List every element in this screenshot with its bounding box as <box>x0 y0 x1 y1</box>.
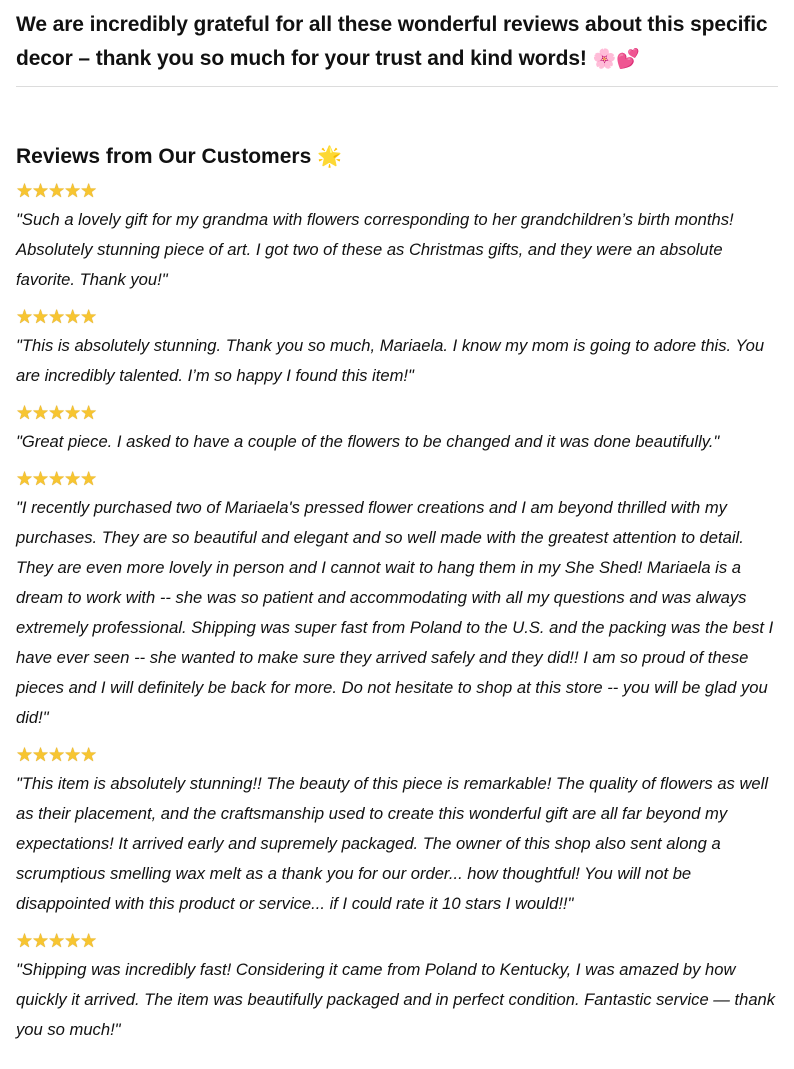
glowing-star-icon: 🌟 <box>317 144 343 168</box>
review-item <box>16 306 778 391</box>
divider <box>16 86 778 87</box>
five-star-rating-icon: ★★★★★ <box>16 402 97 424</box>
review-text: "Shipping was incredibly fast! Considering it came from Poland to Kentucky, I was amazed by how quickly it arrived. The item was beautifully packaged and in perfect condition. Fantastic service — thank you so much!" <box>16 960 776 1039</box>
intro-message <box>16 8 778 76</box>
review-item <box>16 744 778 919</box>
review-item <box>16 402 778 457</box>
review-text: "I recently purchased two of Mariaela's pressed flower creations and I am beyond thrilled with my purchases. They are so beautiful and elegant and so well made with the greatest attention to detail. They are even more lovely in person and I cannot wait to hang them in my She Shed! Mariaela is a dream to work with -- she was so patient and accommodating with all my questions and was always extremely professional. Shipping was super fast from Poland to the U.S. and the packing was the best I have ever seen -- she wanted to make sure they arrived safely and they did!! I am so proud of these pieces and I will definitely be back for more. Do not hesitate to shop at this store -- you will be glad you did!" <box>16 498 774 727</box>
review-item <box>16 180 778 295</box>
section-title-text: Reviews from Our Customers <box>16 145 312 168</box>
section-title <box>16 141 778 172</box>
review-text: "Great piece. I asked to have a couple of the flowers to be changed and it was done beautifully." <box>16 432 720 451</box>
review-item <box>16 468 778 733</box>
five-star-rating-icon: ★★★★★ <box>16 468 97 490</box>
review-item <box>16 930 778 1045</box>
five-star-rating-icon: ★★★★★ <box>16 930 97 952</box>
flower-heart-emoji-icon: 🌸💕 <box>592 48 640 70</box>
review-text: "Such a lovely gift for my grandma with flowers corresponding to her grandchildren’s birth months! Absolutely stunning piece of art. I got two of these as Christmas gifts, and they were an absolute favorite. Thank you!" <box>16 210 734 289</box>
intro-text: We are incredibly grateful for all these wonderful reviews about this specific decor – thank you so much for your trust and kind words! <box>16 13 768 70</box>
review-text: "This item is absolutely stunning!! The beauty of this piece is remarkable! The quality of flowers as well as their placement, and the craftsmanship used to create this wonderful gift are all far beyond my expectations! It arrived early and supremely packaged. The owner of this shop also sent along a scrumptious smelling wax melt as a thank you for our order... how thoughtful! You will not be disappointed with this product or service... if I could rate it 10 stars I would!!" <box>16 774 769 913</box>
five-star-rating-icon: ★★★★★ <box>16 306 97 328</box>
five-star-rating-icon: ★★★★★ <box>16 744 97 766</box>
five-star-rating-icon: ★★★★★ <box>16 180 97 202</box>
review-text: "This is absolutely stunning. Thank you so much, Mariaela. I know my mom is going to adore this. You are incredibly talented. I’m so happy I found this item!" <box>16 336 765 385</box>
